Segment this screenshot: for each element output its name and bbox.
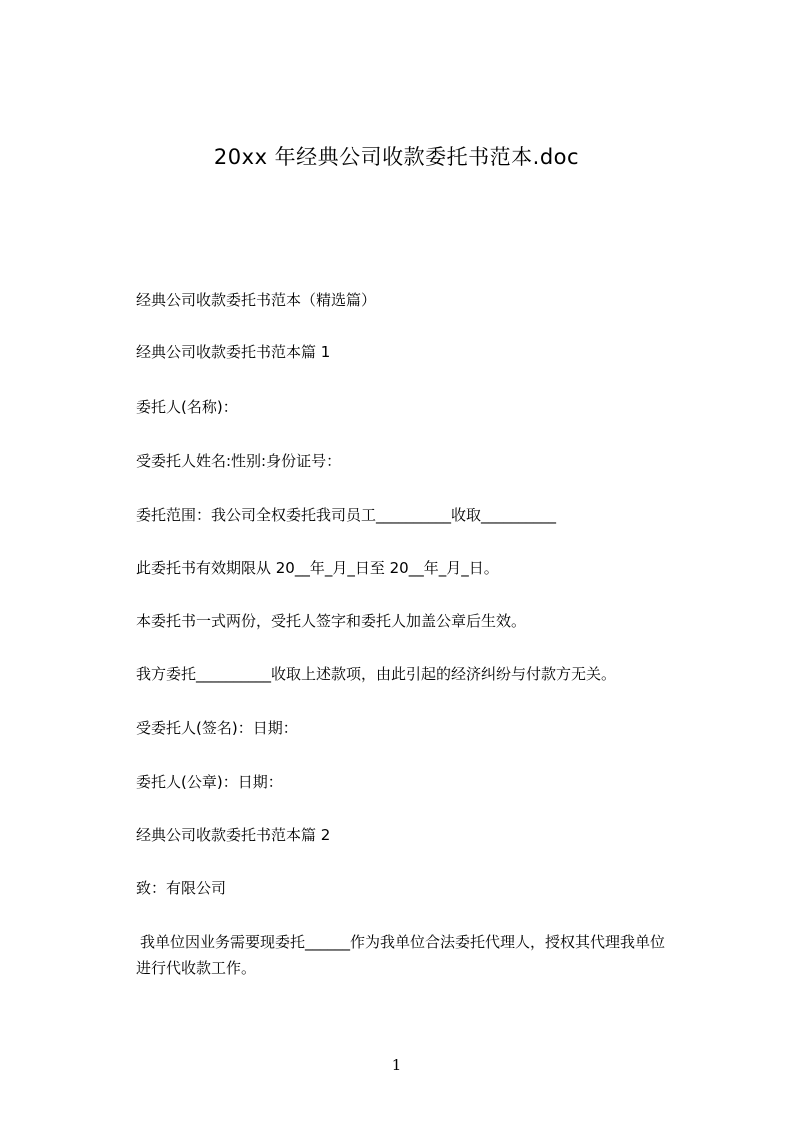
body-paragraph <box>136 929 706 981</box>
heading-sample-1: 经典公司收款委托书范本篇 1 <box>136 343 331 361</box>
field-authorization-scope: 委托范围：我公司全权委托我司员工__________收取__________ <box>136 506 557 524</box>
field-principal-name: 委托人(名称)： <box>136 398 238 416</box>
signature-principal: 委托人(公章)：日期： <box>136 773 283 791</box>
field-validity-period: 此委托书有效期限从 20__年_月_日至 20__年_月_日。 <box>136 559 499 577</box>
signature-agent: 受委托人(签名)：日期： <box>136 719 298 737</box>
field-agent-info: 受委托人姓名:性别:身份证号： <box>136 452 342 470</box>
heading-sample-2: 经典公司收款委托书范本篇 2 <box>136 826 331 844</box>
page-number: 1 <box>391 1056 402 1074</box>
body-paragraph-line-1: 我单位因业务需要现委托______作为我单位合法委托代理人，授权其代理我单位 <box>140 933 666 951</box>
clause-liability: 我方委托__________收取上述款项，由此引起的经济纠纷与付款方无关。 <box>136 665 617 683</box>
clause-copies: 本委托书一式两份，受托人签字和委托人加盖公章后生效。 <box>136 612 527 630</box>
addressee-line: 致：有限公司 <box>136 879 227 897</box>
body-paragraph-line-2: 进行代收款工作。 <box>136 959 257 977</box>
document-title: 20xx 年经典公司收款委托书范本.doc <box>213 145 580 169</box>
heading-selected-edition: 经典公司收款委托书范本（精选篇） <box>136 291 377 309</box>
